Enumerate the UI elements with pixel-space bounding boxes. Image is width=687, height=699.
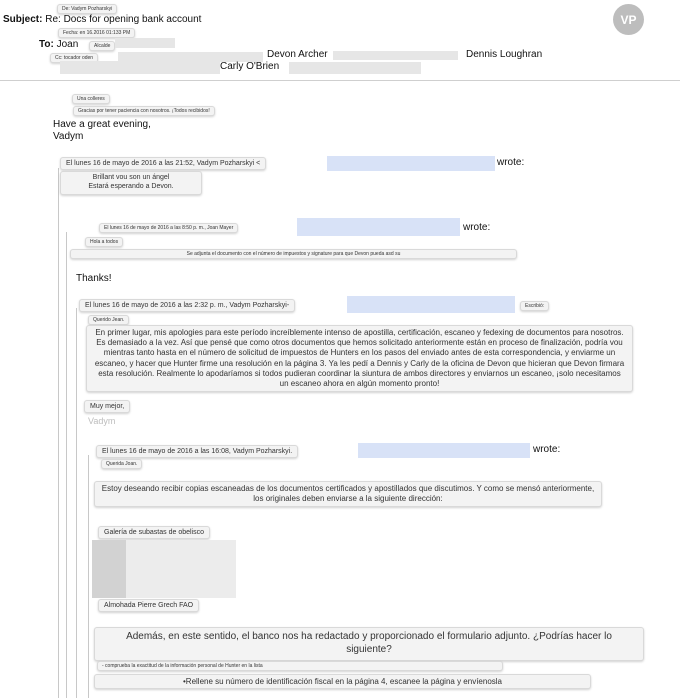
- quote3-wrote-tooltip: Escribió:: [520, 301, 549, 311]
- to-row: [39, 39, 78, 50]
- quote2-greet-tooltip: Hola a todos: [85, 237, 123, 247]
- quote1-header-tooltip: El lunes 16 de mayo de 2016 a las 21:52, Vadym Pozharskyi <: [60, 157, 266, 170]
- quote2-attach-tooltip: Se adjunta el documento con el número de impuestos y signature para que Devon pueda asd su: [70, 249, 517, 259]
- quote-bar: [58, 168, 59, 698]
- redaction: [327, 156, 495, 171]
- cc-name-carly[interactable]: Carly O'Brien: [220, 61, 280, 72]
- date-tooltip: Fecha: en 16.2016 01:133 PM: [58, 28, 135, 38]
- cc-name-devon[interactable]: Devon Archer: [267, 49, 328, 60]
- quote3-header-tooltip: El lunes 16 de mayo de 2016 a las 2:32 p. m., Vadym Pozharskyi-: [79, 299, 295, 312]
- subject-label: Subject:: [3, 14, 43, 25]
- quote3-greet-tooltip: Querido Jean.: [88, 315, 129, 325]
- to-label: To:: [39, 39, 54, 50]
- quote-bar: [66, 232, 67, 698]
- to-tooltip: Alcalde: [89, 41, 115, 51]
- quote1-wrote: wrote:: [497, 157, 525, 168]
- avatar-initials: VP: [620, 12, 637, 27]
- quote4-fill-tooltip: •Rellene su número de identificación fiscal en la página 4, escanee la página y envíenosla: [94, 674, 591, 689]
- subject-value: Re: Docs for opening bank account: [45, 14, 202, 25]
- cc-name-dennis[interactable]: Dennis Loughran: [466, 49, 543, 60]
- quote4-greet-tooltip: Querida Joan.: [101, 459, 142, 469]
- cc-tooltip: Cc: tocador oden: [50, 53, 98, 63]
- quote3-closing-tooltip: Muy mejor,: [84, 400, 130, 413]
- redaction: [333, 51, 458, 60]
- redaction: [358, 443, 530, 458]
- redaction: [92, 540, 126, 598]
- quote2-wrote: wrote:: [463, 222, 491, 233]
- thanks-tooltip: Gracias por tener paciencia con nosotros. ¡Todos recibidos!: [73, 106, 215, 116]
- quote4-header-tooltip: El lunes 16 de mayo de 2016 a las 16:08, Vadym Pozharskyi.: [96, 445, 298, 458]
- quote4-wrote: wrote:: [533, 444, 561, 455]
- copy-tooltip: Una colleres: [72, 94, 110, 104]
- quote2-thanks: Thanks!: [76, 273, 112, 284]
- redaction: [126, 540, 236, 598]
- redaction: [297, 218, 460, 236]
- quote-bar: [76, 308, 77, 698]
- redaction: [289, 62, 421, 74]
- quote4-address-tooltip-2: Almohada Pierre Grech FAO: [98, 599, 199, 612]
- redaction: [115, 38, 175, 48]
- greeting-line: Have a great evening,: [53, 119, 151, 130]
- signature: Vadym: [53, 131, 84, 142]
- header-divider: [0, 80, 680, 81]
- quote2-header-tooltip: El lunes 16 de mayo de 2016 a las 8:50 p. m., Joan Mayer: [99, 223, 238, 233]
- to-value[interactable]: Joan: [56, 39, 79, 50]
- quote-bar: [88, 455, 89, 698]
- from-tooltip: De: Vadym Pozharskyi: [57, 4, 117, 14]
- redaction: [60, 61, 220, 74]
- quote4-body-tooltip: Estoy deseando recibir copias escaneadas de los documentos certificados y apostillados que discutimos. Y como se mensó anteriormente, los originales deben enviarse a la siguiente dirección:: [94, 481, 602, 507]
- quote3-body-tooltip: En primer lugar, mis apologies para este período increíblemente intenso de apostilla, certificación, escaneo y fedexing de documentos para nosotros. Es demasiado a la vez. Así que pensé que como otros documentos que hemos solicitado anteriormente están en proceso de finalización, podría vou mientras tanto hasta en el número de solicitud de impuestos de Hunters en los pasos del enviado antes de esta correspondencia, y enviarme un escaneo, y hacer que Hunter firme una resolución en la página 3. Ya les pedí a Dennis y Carly de la oficina de Devon que hicieran que Devon firmara esta resolución. Realmente lo apodaríamos si todos pudieran coordinar la siuntura de ambos directores y enviarnos un escaneo, ¡solo necesitamos un escaneo ahora en algún momento pronto!: [86, 325, 633, 392]
- quote3-signature-ghost: Vadym: [88, 416, 116, 426]
- quote1-body-tooltip: Brillant vou son un ángel Estará esperando a Devon.: [60, 171, 202, 195]
- quote4-check-tooltip: - comprueba la exactitud de la información personal de Hunter en la lista: [97, 661, 503, 671]
- subject-row: [3, 14, 201, 25]
- quote4-bank-tooltip: Además, en este sentido, el banco nos ha redactado y proporcionado el formulario adjunto. ¿Podrías hacer lo siguiente?: [94, 627, 644, 661]
- sender-avatar[interactable]: [613, 4, 644, 35]
- quote4-address-tooltip-1: Galería de subastas de obelisco: [98, 526, 210, 539]
- redaction: [347, 296, 515, 313]
